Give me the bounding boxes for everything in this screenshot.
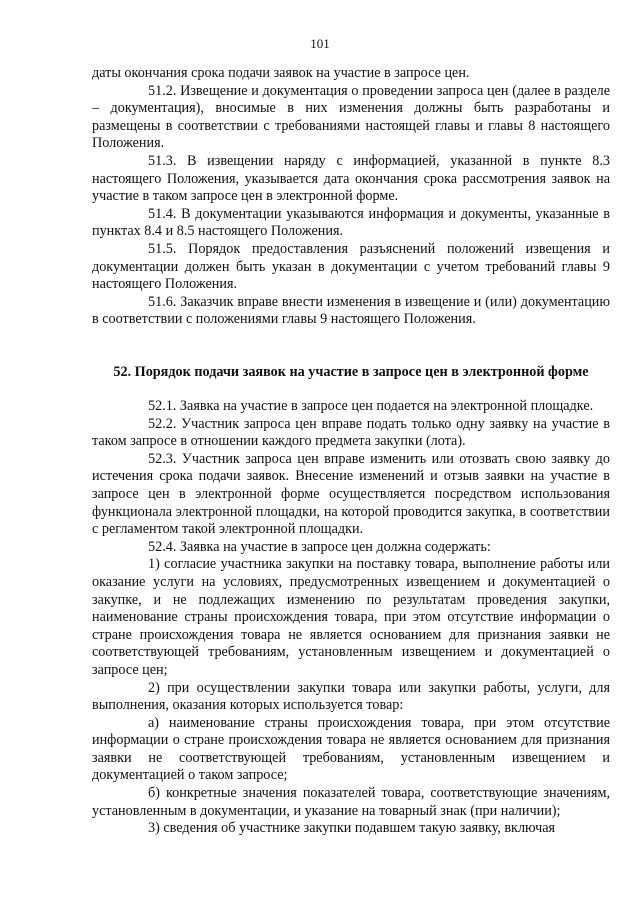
section-51-text (92, 65, 610, 329)
list-item: 1) согласие участника закупки на поставку товара, выполнение работы или оказание услуги на условиях, предусмотренных извещением и документацией о закупке, и не подлежащих изменению по результатам проведения закупки, наименование страны происхождения товара, при этом отсутствие информации о стране происхождения товара не является основанием для признания заявки не соответствующей требованиям, установленным извещением и документацией о запросе цен; (92, 556, 610, 678)
paragraph: даты окончания срока подачи заявок на участие в запросе цен. (92, 65, 470, 81)
page-number: 101 (310, 36, 330, 51)
paragraph: 52.1. Заявка на участие в запросе цен подается на электронной площадке. (148, 398, 594, 414)
sub-list-item: а) наименование страны происхождения товара, при этом отсутствие информации о стране происхождения товара не является основанием для признания заявки не соответствующей требованиям, установленным извещением и документацией о таком запросе; (92, 714, 610, 784)
paragraph: 52.3. Участник запроса цен вправе изменить или отозвать свою заявку до истечения срока подачи заявок. Внесение изменений и отзыв заявки на участие в запросе цен в электронной форме осуществляется посредством использования функционала электронной площадки, на которой проводится закупка, в соответствии с регламентом такой электронной площадки. (92, 450, 610, 538)
paragraph: 51.6. Заказчик вправе внести изменения в извещение и (или) документацию в соответствии с положениями главы 9 настоящего Положения. (92, 293, 610, 328)
list-item: 2) при осуществлении закупки товара или закупки работы, услуги, для выполнения, оказания которых используется товар: (92, 679, 610, 714)
section-heading: 52. Порядок подачи заявок на участие в запросе цен в электронной форме (113, 364, 589, 380)
paragraph: 51.2. Извещение и документация о проведении запроса цен (далее в разделе – документация), вносимые в них изменения должны быть разработаны и размещены в соответствии с требованиями настоящей главы и главы 8 настоящего Положения. (92, 82, 610, 152)
section-52-text (92, 398, 610, 838)
paragraph: 52.2. Участник запроса цен вправе подать только одну заявку на участие в таком запросе в отношении каждого предмета закупки (лота). (92, 415, 610, 450)
list-item: 3) сведения об участнике закупки подавшем такую заявку, включая (148, 820, 556, 837)
paragraph: 51.3. В извещении наряду с информацией, указанной в пункте 8.3 настоящего Положения, указывается дата окончания срока рассмотрения заявок на участие в таком запросе цен в электронной форме. (92, 152, 610, 205)
paragraph: 52.4. Заявка на участие в запросе цен должна содержать: (148, 538, 491, 555)
sub-list-item: б) конкретные значения показателей товара, соответствующие значениям, установленным в документации, и указание на товарный знак (при наличии); (92, 785, 610, 819)
paragraph: 51.4. В документации указываются информация и документы, указанные в пунктах 8.4 и 8.5 настоящего Положения. (92, 205, 610, 240)
paragraph: 51.5. Порядок предоставления разъяснений положений извещения и документации должен быть указан в документации с учетом требований главы 9 настоящего Положения. (92, 240, 610, 293)
